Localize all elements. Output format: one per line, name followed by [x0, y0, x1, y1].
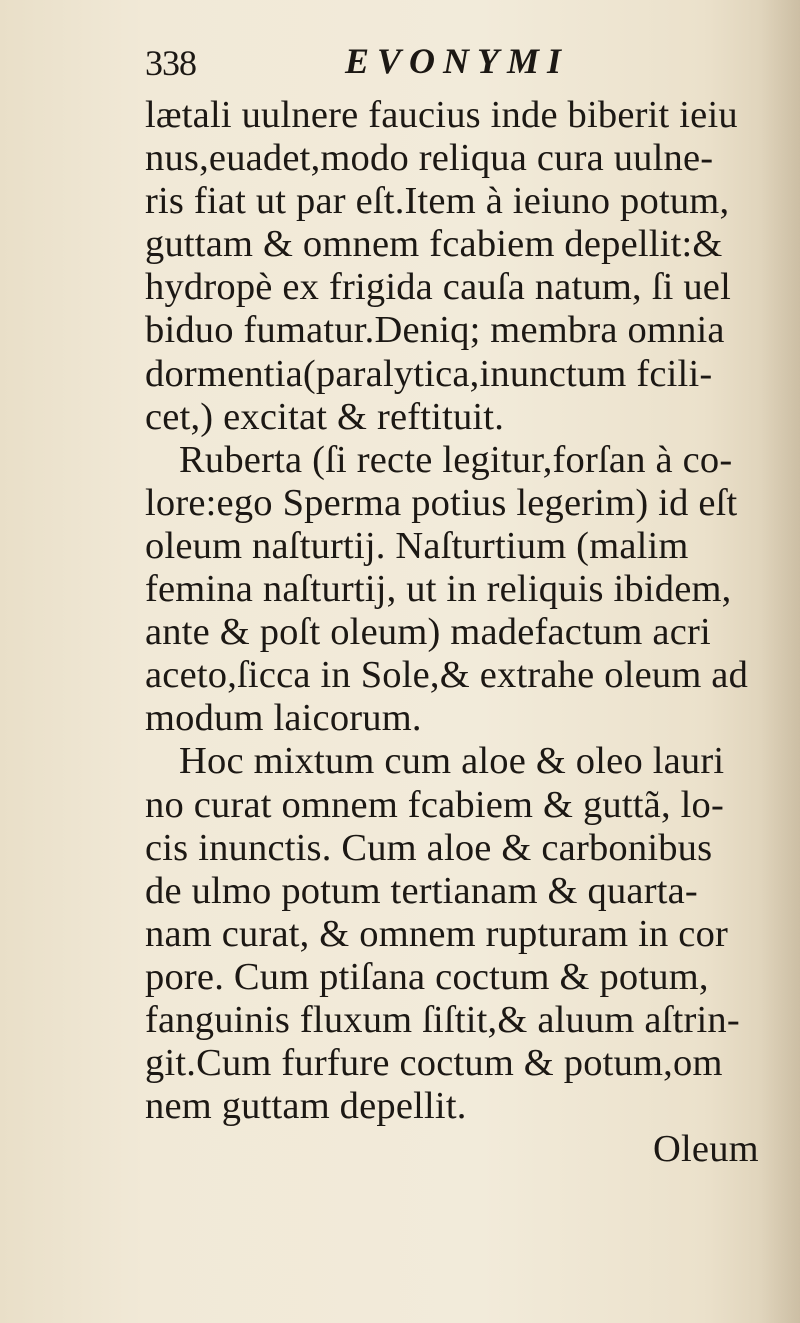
text-line: ris fiat ut par eſt.Item à ieiuno potum, [145, 180, 730, 223]
text-line: guttam & omnem fcabiem depellit:& [145, 223, 723, 266]
text-line: biduo fumatur.Deniq; membra omnia [145, 309, 725, 352]
text-line: lætali uulnere faucius inde biberit ieiu [145, 94, 738, 136]
text-line: pore. Cum ptiſana coctum & potum, [145, 955, 709, 998]
text-line: aceto,ſicca in Sole,& extrahe oleum ad [145, 654, 749, 697]
catchword: Oleum [653, 1128, 759, 1171]
text-line: nem guttam depellit. [145, 1085, 467, 1128]
body-text [145, 94, 785, 1171]
text-line: de ulmo potum tertianam & quarta- [145, 869, 698, 912]
text-line: cis inunctis. Cum aloe & carbonibus [145, 826, 713, 869]
text-line: nus,euadet,modo reliqua cura uulne- [145, 137, 714, 180]
page-header [145, 38, 665, 88]
text-line: git.Cum furfure coctum & potum,om [145, 1042, 723, 1085]
text-line: nam curat, & omnem rupturam in cor [145, 912, 729, 955]
text-line: modum laicorum. [145, 697, 422, 740]
text-line: fanguinis fluxum ſiſtit,& aluum aſtrin- [145, 998, 740, 1041]
text-line: no curat omnem fcabiem & guttã, lo- [145, 783, 724, 826]
text-line: dormentia(paralytica,inunctum fcili- [145, 352, 713, 395]
text-line: ante & poſt oleum) madefactum acri [145, 611, 711, 654]
text-line: cet,) excitat & reftituit. [145, 395, 505, 438]
paragraph-start-line: Ruberta (ſi recte legitur,forſan à co- [179, 438, 733, 481]
text-line: hydropè ex frigida cauſa natum, ſi uel [145, 266, 731, 309]
text-line: oleum naſturtij. Naſturtium (malim [145, 524, 689, 567]
text-line: lore:ego Sperma potius legerim) id eſt [145, 481, 738, 524]
running-head: EVONYMI [345, 41, 570, 81]
paragraph-start-line: Hoc mixtum cum aloe & oleo lauri [179, 740, 725, 783]
text-line: femina naſturtij, ut in reliquis ibidem, [145, 568, 732, 611]
page-number: 338 [145, 43, 196, 83]
